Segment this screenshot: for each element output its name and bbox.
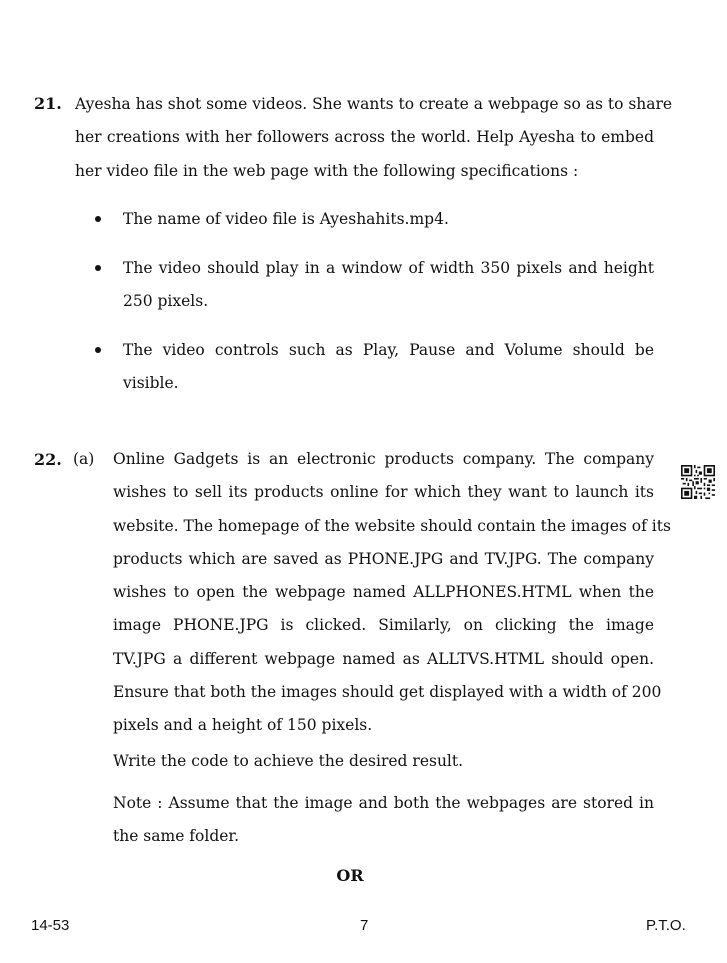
question-22-line: products which are saved as PHONE.JPG and TV.JPG. The company xyxy=(113,549,654,568)
question-22-line: pixels and a height of 150 pixels. xyxy=(113,716,373,735)
qr-code-icon xyxy=(681,465,715,499)
question-21-number: 21. xyxy=(34,94,62,113)
question-22-note xyxy=(113,787,654,854)
spec-bullet-3 xyxy=(123,334,654,399)
bullet-dot xyxy=(95,216,101,222)
question-21-line: Ayesha has shot some videos. She wants to create a webpage so as to share xyxy=(75,95,673,113)
spec-bullet-line: The name of video file is Ayeshahits.mp4. xyxy=(123,210,449,228)
question-21-line: her creations with her followers across the world. Help Ayesha to embed xyxy=(75,128,654,147)
question-22-line: website. The homepage of the website should contain the images of its xyxy=(113,516,671,535)
question-22-line: Online Gadgets is an electronic products company. The company xyxy=(113,450,654,468)
note-line: Note : Assume that the image and both the webpages are stored in xyxy=(113,794,654,812)
question-22-line: TV.JPG a different webpage named as ALLTVS.HTML should open. xyxy=(113,649,654,668)
question-22-part-label: (a) xyxy=(73,450,95,468)
question-21-text xyxy=(75,88,673,188)
spec-bullet-line: 250 pixels. xyxy=(123,291,209,310)
spec-bullet-1 xyxy=(123,203,654,236)
footer-pto: P.T.O. xyxy=(646,917,686,934)
spec-bullet-line: visible. xyxy=(123,373,179,392)
question-22-number: 22. xyxy=(34,450,62,469)
footer-page-number: 7 xyxy=(360,917,369,934)
question-22-line: wishes to open the webpage named ALLPHONES.HTML when the xyxy=(113,583,654,602)
bullet-dot xyxy=(95,347,101,353)
spec-bullet-line: The video controls such as Play, Pause and Volume should be xyxy=(123,341,654,359)
question-22-text xyxy=(113,443,671,743)
question-22-line: image PHONE.JPG is clicked. Similarly, on clicking the image xyxy=(113,616,654,635)
or-separator: OR xyxy=(336,866,364,885)
question-22-line: wishes to sell its products online for which they want to launch its xyxy=(113,483,654,502)
spec-bullet-2 xyxy=(123,252,654,317)
question-22-instruction: Write the code to achieve the desired result. xyxy=(113,752,464,770)
spec-bullet-line: The video should play in a window of width 350 pixels and height xyxy=(123,259,654,277)
question-21-line: her video file in the web page with the following specifications : xyxy=(75,161,579,180)
question-22-line: Ensure that both the images should get displayed with a width of 200 xyxy=(113,683,662,702)
footer-paper-code: 14-53 xyxy=(31,917,70,934)
bullet-dot xyxy=(95,265,101,271)
note-line: the same folder. xyxy=(113,827,240,846)
